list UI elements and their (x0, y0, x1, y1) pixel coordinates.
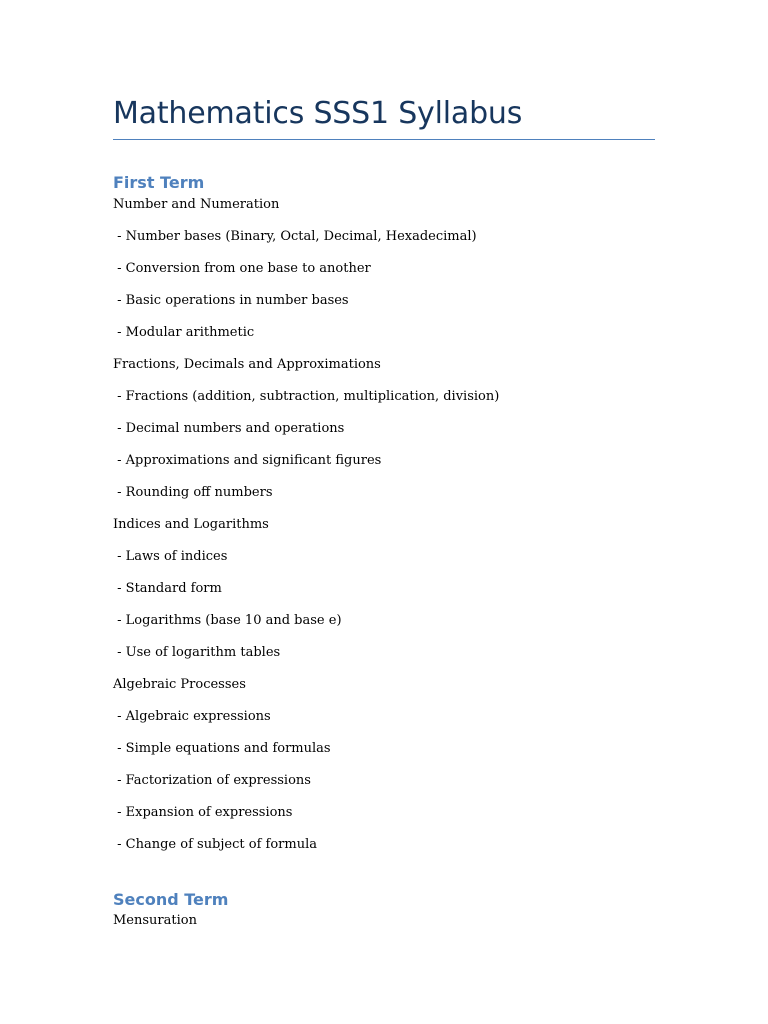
title-underline (113, 139, 655, 140)
subtopic-line: - Conversion from one base to another (113, 261, 371, 276)
subtopic-line: - Basic operations in number bases (113, 293, 349, 308)
topic-line: Mensuration (113, 913, 197, 928)
heading-first-term: First Term (113, 173, 205, 192)
subtopic-line: - Decimal numbers and operations (113, 421, 345, 436)
subtopic-line: - Algebraic expressions (113, 709, 271, 724)
subtopic-line: - Number bases (Binary, Octal, Decimal, Hexadecimal) (113, 229, 477, 244)
subtopic-line: - Logarithms (base 10 and base e) (113, 613, 342, 628)
subtopic-line: - Approximations and significant figures (113, 453, 382, 468)
topic-line: Number and Numeration (113, 197, 280, 212)
heading-second-term: Second Term (113, 890, 229, 909)
subtopic-line: - Fractions (addition, subtraction, multiplication, division) (113, 389, 500, 404)
subtopic-line: - Use of logarithm tables (113, 645, 281, 660)
topic-line: Indices and Logarithms (113, 517, 269, 532)
subtopic-line: - Expansion of expressions (113, 805, 293, 820)
subtopic-line: - Standard form (113, 581, 222, 596)
subtopic-line: - Rounding off numbers (113, 485, 273, 500)
subtopic-line: - Simple equations and formulas (113, 741, 331, 756)
topic-line: Fractions, Decimals and Approximations (113, 357, 381, 372)
subtopic-line: - Change of subject of formula (113, 837, 317, 852)
subtopic-line: - Factorization of expressions (113, 773, 311, 788)
document-title: Mathematics SSS1 Syllabus (113, 96, 523, 131)
topic-line: Algebraic Processes (113, 677, 246, 692)
subtopic-line: - Laws of indices (113, 549, 228, 564)
subtopic-line: - Modular arithmetic (113, 325, 255, 340)
